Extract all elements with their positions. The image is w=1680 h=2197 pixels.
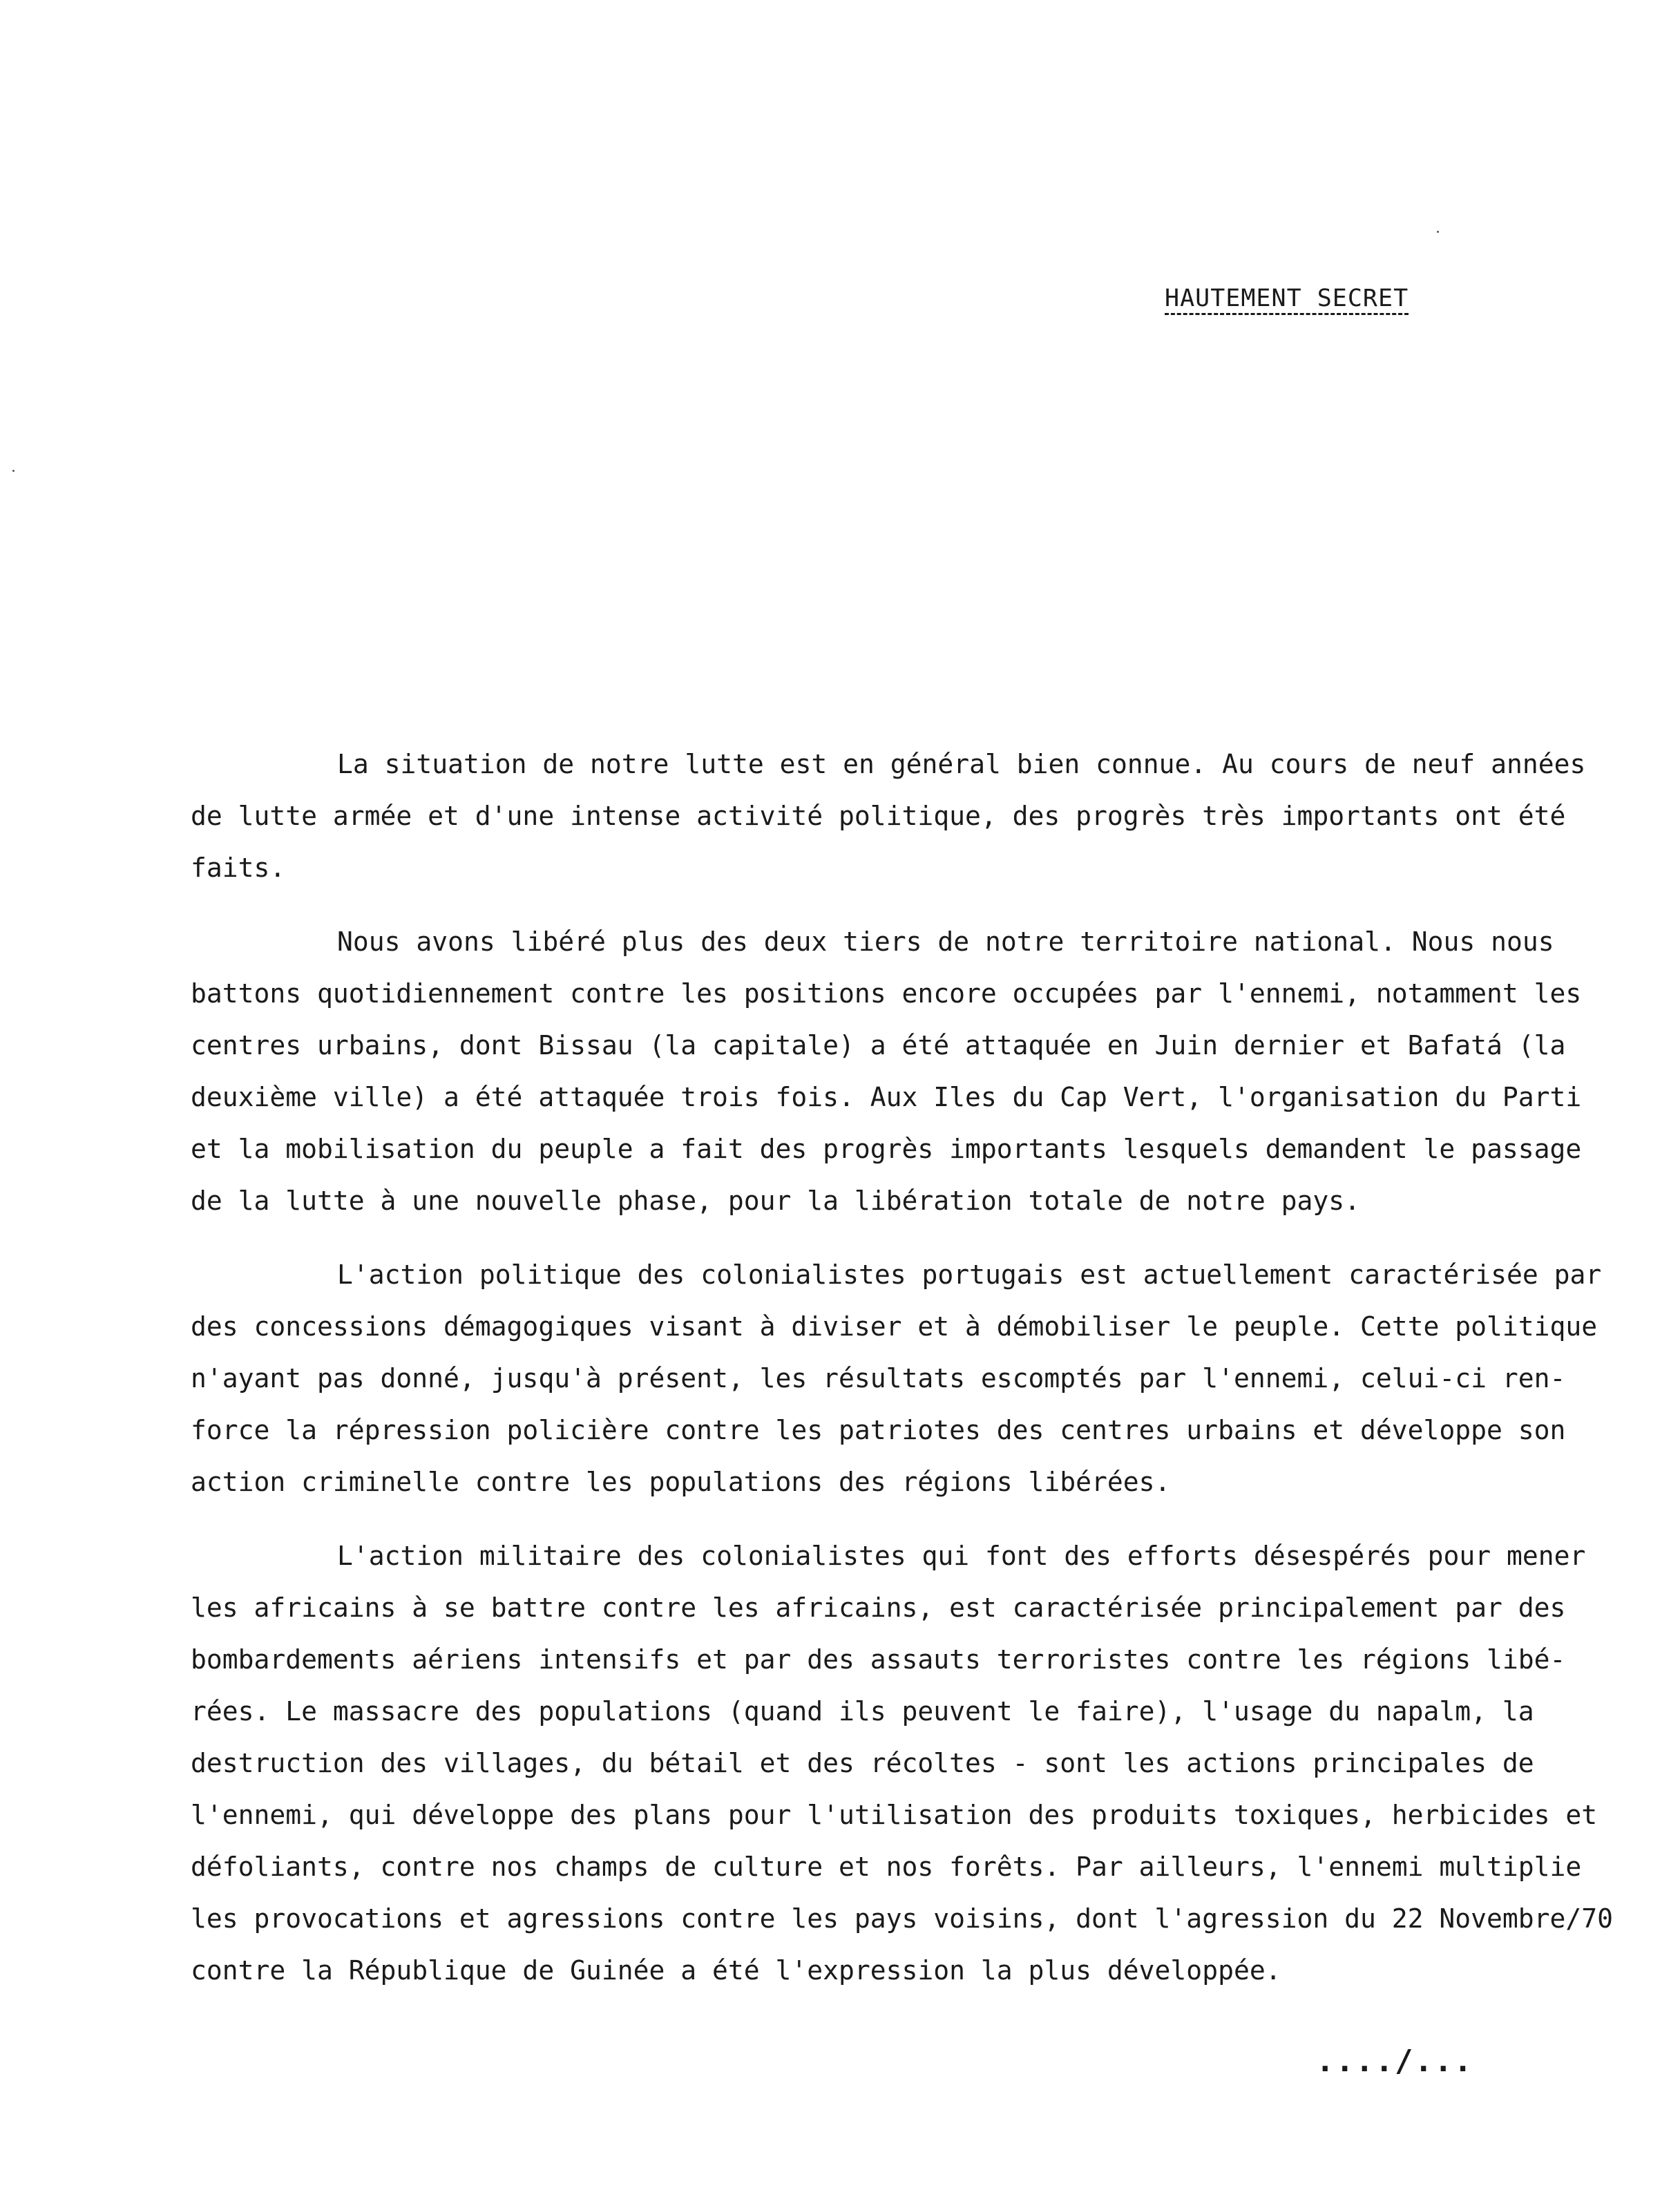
text-line: l'ennemi, qui développe des plans pour l'utilisation des produits toxiques, herbicides et (191, 1800, 1598, 1830)
text-line: deuxième ville) a été attaquée trois fois. Aux Iles du Cap Vert, l'organisation du Parti (191, 1082, 1582, 1112)
text-line: rées. Le massacre des populations (quand ils peuvent le faire), l'usage du napalm, la (191, 1696, 1534, 1727)
paragraph-1 (191, 739, 1648, 894)
text-line: de la lutte à une nouvelle phase, pour la libération totale de notre pays. (191, 1186, 1360, 1216)
text-line: défoliants, contre nos champs de culture et nos forêts. Par ailleurs, l'ennemi multiplie (191, 1852, 1582, 1882)
page-continuation-marker: ..../... (1316, 2044, 1473, 2079)
paper-speck (1437, 231, 1439, 233)
text-line: La situation de notre lutte est en général bien connue. Au cours de neuf années (337, 749, 1586, 779)
text-line: battons quotidiennement contre les positions encore occupées par l'ennemi, notamment les (191, 978, 1582, 1009)
text-line: centres urbains, dont Bissau (la capitale) a été attaquée en Juin dernier et Bafatá (la (191, 1030, 1566, 1061)
text-line: des concessions démagogiques visant à diviser et à démobiliser le peuple. Cette politique (191, 1311, 1598, 1342)
text-line: et la mobilisation du peuple a fait des progrès importants lesquels demandent le passage (191, 1134, 1582, 1164)
text-line: L'action politique des colonialistes portugais est actuellement caractérisée par (337, 1259, 1602, 1290)
paragraph-3 (191, 1249, 1648, 1508)
text-line: action criminelle contre les populations des régions libérées. (191, 1467, 1171, 1497)
text-line: faits. (191, 853, 286, 883)
paragraph-4 (191, 1530, 1648, 1997)
text-line: destruction des villages, du bétail et des récoltes - sont les actions principales de (191, 1748, 1534, 1778)
text-line: bombardements aériens intensifs et par des assauts terroristes contre les régions libé- (191, 1644, 1566, 1675)
text-line: Nous avons libéré plus des deux tiers de notre territoire national. Nous nous (337, 926, 1554, 957)
text-line: les provocations et agressions contre les pays voisins, dont l'agression du 22 Novembre/70 (191, 1903, 1614, 1934)
classification-heading: HAUTEMENT SECRET (1165, 285, 1409, 312)
text-line: L'action militaire des colonialistes qui font des efforts désespérés pour mener (337, 1541, 1586, 1571)
text-line: contre la République de Guinée a été l'expression la plus développée. (191, 1955, 1281, 1986)
text-line: les africains à se battre contre les africains, est caractérisée principalement par des (191, 1592, 1566, 1623)
text-line: force la répression policière contre les patriotes des centres urbains et développe son (191, 1415, 1566, 1445)
text-line: de lutte armée et d'une intense activité politique, des progrès très importants ont été (191, 801, 1566, 831)
paragraph-2 (191, 916, 1648, 1227)
text-line: n'ayant pas donné, jusqu'à présent, les résultats escomptés par l'ennemi, celui-ci ren- (191, 1363, 1566, 1394)
paper-speck (12, 470, 15, 472)
document-body (191, 739, 1648, 1997)
